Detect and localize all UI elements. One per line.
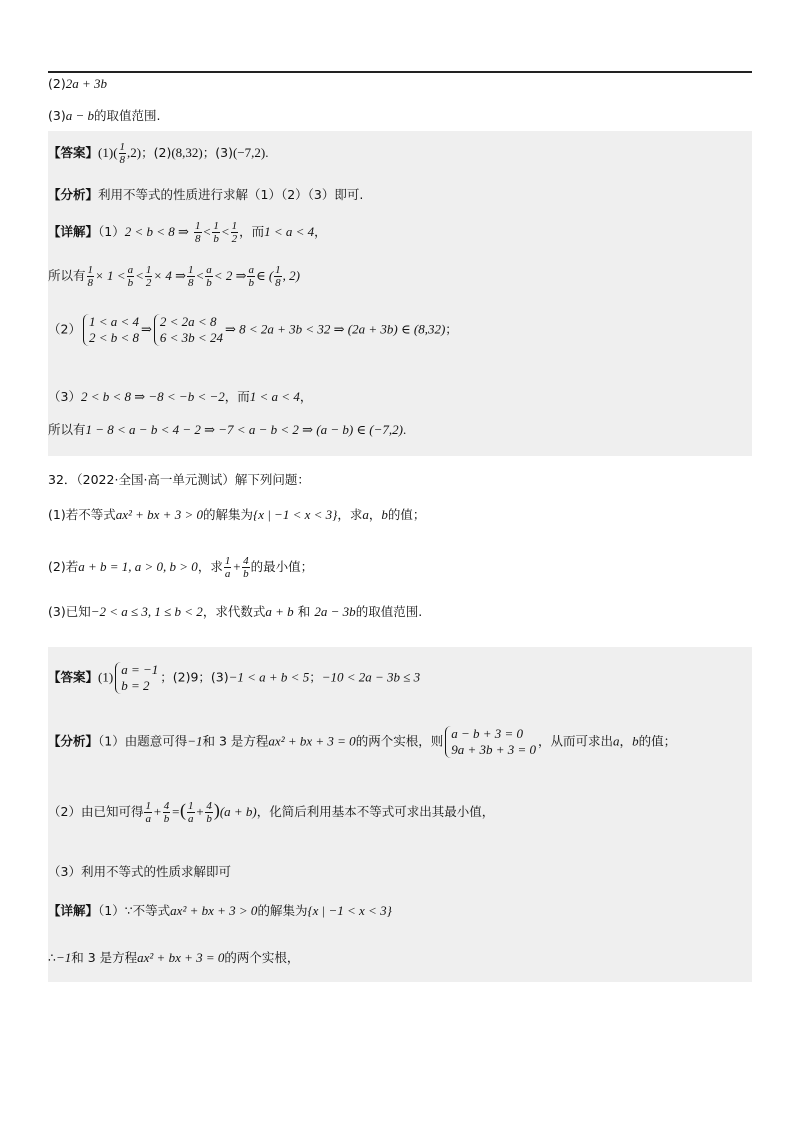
q32-detail-1: 【详解】（1）∵不等式ax² + bx + 3 > 0的解集为{x | −1 < x < 3}	[48, 903, 392, 918]
q32-analysis-2: （2）由已知可得 $\frac{1}{a}$ + $\frac{4}{b}$ =( $\frac{1}{a}$ + $\frac{4}{b}$ )(a + b)，化简后利用基本不等式可求出其最小值，	[48, 800, 495, 825]
q31-detail-3: （2） 1 < a < 4 2 < b < 8 ⇒ 2 < 2a < 8 6 < 3b < 24 ⇒ 8 < 2a + 3b < 32 ⇒ (2a + 3b) ∈ (8,32)；	[48, 314, 458, 345]
q32-part3: (3)已知−2 < a ≤ 3, 1 ≤ b < 2，求代数式a + b 和 2a − 3b的取值范围.	[48, 604, 423, 619]
q32-detail-2: ∴−1和 3 是方程ax² + bx + 3 = 0的两个实根，	[48, 950, 300, 965]
q32-header: 32．（2022·全国·高一单元测试）解下列问题：	[48, 472, 310, 487]
q32-part1: (1)若不等式ax² + bx + 3 > 0的解集为{x | −1 < x < 3}，求a，b的值；	[48, 507, 426, 522]
q31-analysis: 【分析】利用不等式的性质进行求解（1）（2）（3）即可.	[48, 187, 364, 202]
q32-analysis-3: （3）利用不等式的性质求解即可	[48, 864, 231, 879]
q31-part3: (3)a − b的取值范围.	[48, 108, 161, 123]
q31-part2: (2)2a + 3b	[48, 76, 107, 91]
q31-detail-4: （3）2 < b < 8 ⇒ −8 < −b < −2，而1 < a < 4，	[48, 389, 313, 404]
header-rule	[48, 71, 752, 73]
q32-analysis-1: 【分析】（1）由题意可得−1和 3 是方程ax² + bx + 3 = 0的两个实根，则 a − b + 3 = 0 9a + 3b + 3 = 0 ，从而可求出a，b的值；	[48, 726, 677, 757]
q31-detail-1: 【详解】（1）2 < b < 8 ⇒ $\frac{1}{8}$ < $\frac{1}{b}$ < $\frac{1}{2}$ ，而1 < a < 4，	[48, 220, 327, 245]
q32-part2: (2)若a + b = 1, a > 0, b > 0，求 $\frac{1}{a}$ + $\frac{4}{b}$ 的最小值；	[48, 555, 314, 580]
q31-answer: 【答案】(1)( $\frac{1}{8}$ ,2)；(2)(8,32)；(3)(−7,2).	[48, 141, 269, 166]
q31-solution-box	[48, 131, 752, 456]
q31-detail-2: 所以有 $\frac{1}{8}$ × 1 < $\frac{a}{b}$ < $\frac{1}{2}$ × 4 ⇒ $\frac{1}{8}$ < $\frac{a}{b}$ < 2 ⇒ $\frac{a}{b}$ ∈ ( $\frac{1}{8}$ , 2)	[48, 264, 301, 289]
q31-detail-5: 所以有1 − 8 < a − b < 4 − 2 ⇒ −7 < a − b < 2 ⇒ (a − b) ∈ (−7,2).	[48, 422, 407, 437]
q32-answer: 【答案】(1) a = −1 b = 2 ；(2)9；(3)−1 < a + b < 5；−10 < 2a − 3b ≤ 3	[48, 662, 421, 693]
